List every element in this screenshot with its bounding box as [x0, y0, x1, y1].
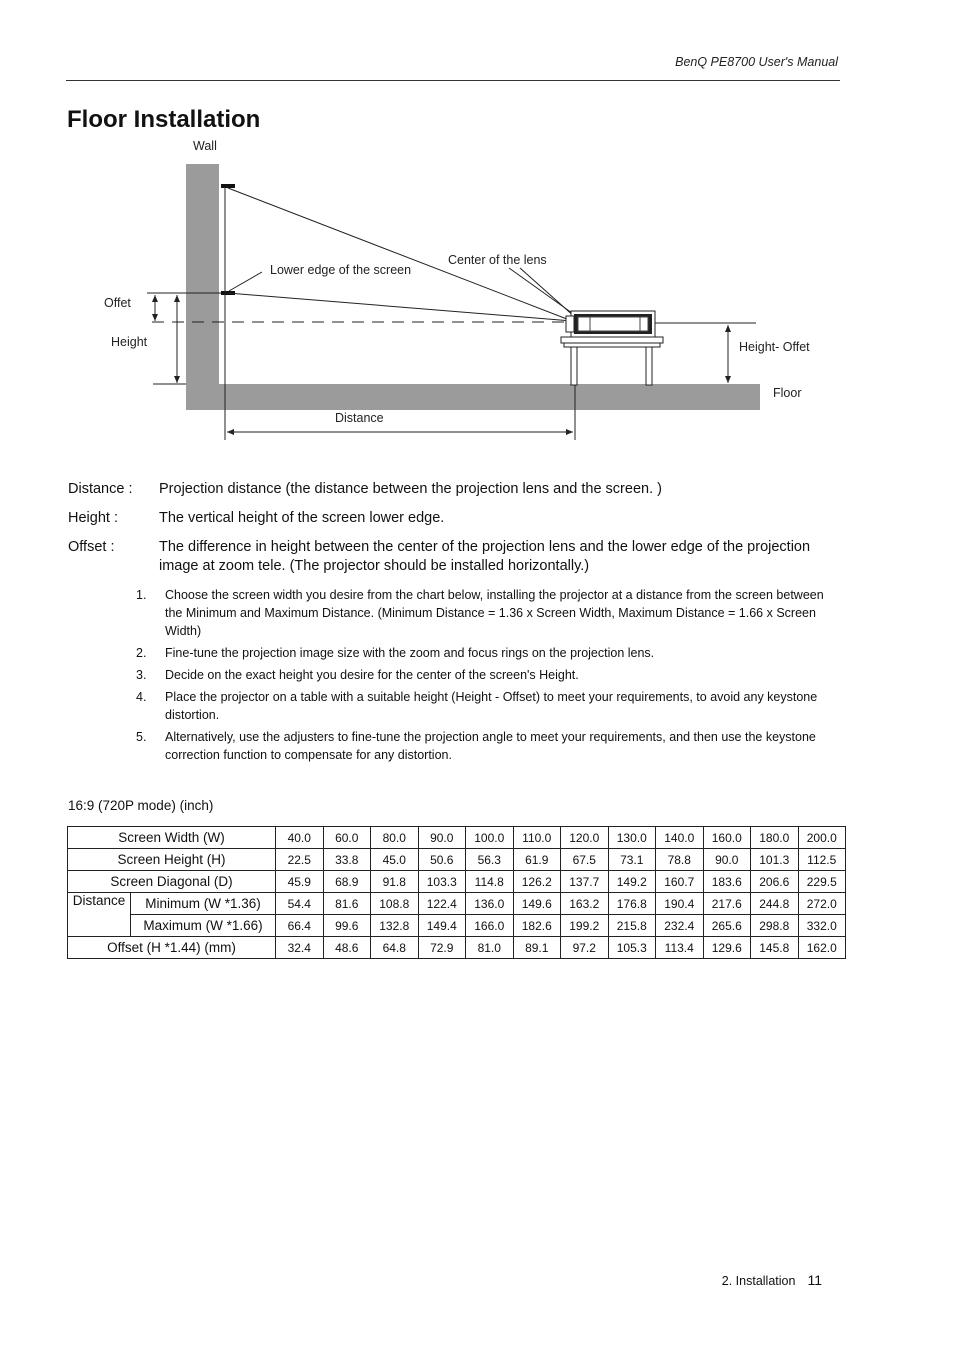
page-number: 11: [807, 1272, 822, 1288]
definition-term: Offset :: [68, 539, 115, 555]
table-cell: 126.2: [513, 871, 561, 893]
table-cell: 113.4: [656, 937, 704, 959]
table-cell: 101.3: [751, 849, 799, 871]
table-cell: 200.0: [798, 827, 846, 849]
table-cell: 136.0: [466, 893, 514, 915]
table-cell: 149.6: [513, 893, 561, 915]
row-label: Minimum (W *1.36): [131, 893, 276, 915]
table-cell: 176.8: [608, 893, 656, 915]
floor-shape: [186, 384, 760, 410]
table-cell: 206.6: [751, 871, 799, 893]
table-cell: 89.1: [513, 937, 561, 959]
label-height-offset: Height- Offet: [739, 340, 810, 354]
table-cell: 105.3: [608, 937, 656, 959]
row-label: Screen Width (W): [68, 827, 276, 849]
table-cell: 160.7: [656, 871, 704, 893]
table-cell: 50.6: [418, 849, 466, 871]
table-cell: 110.0: [513, 827, 561, 849]
table-cell: 137.7: [561, 871, 609, 893]
step-item: 2. Fine-tune the projection image size with the zoom and focus rings on the projection lens.: [136, 646, 655, 660]
table-cell: 67.5: [561, 849, 609, 871]
table-cell: 244.8: [751, 893, 799, 915]
table-cell: 72.9: [418, 937, 466, 959]
table-cell: 145.8: [751, 937, 799, 959]
lower-ray: [228, 293, 572, 321]
projector-icon: [566, 311, 655, 337]
table-cell: 33.8: [323, 849, 371, 871]
table-cell: 265.6: [703, 915, 751, 937]
table-cell: 180.0: [751, 827, 799, 849]
footer-section: 2. Installation: [721, 1274, 796, 1288]
table-cell: 45.0: [371, 849, 419, 871]
table-cell: 45.9: [276, 871, 324, 893]
label-height: Height: [111, 335, 148, 349]
row-label: Screen Height (H): [68, 849, 276, 871]
table-stand: [561, 337, 663, 385]
table-cell: 120.0: [561, 827, 609, 849]
step-item: 3. Decide on the exact height you desire for the center of the screen's Height.: [136, 668, 579, 682]
table-cell: 103.3: [418, 871, 466, 893]
label-center-lens: Center of the lens: [448, 253, 547, 267]
table-cell: 48.6: [323, 937, 371, 959]
table-caption: 16:9 (720P mode) (inch): [68, 798, 214, 813]
label-offset: Offet: [104, 296, 131, 310]
table-cell: 272.0: [798, 893, 846, 915]
table-cell: 129.6: [703, 937, 751, 959]
definition-term: Distance :: [68, 481, 133, 497]
page-footer: [722, 1272, 822, 1288]
step-item: 1. Choose the screen width you desire from the chart below, installing the projector at a distance from the screen between the Minimum and Maximum Distance. (Minimum Distance = 1.36 x Screen Width, Maximum Distance = 1.66 x Screen Width): [136, 588, 824, 638]
definition-item: [68, 538, 848, 576]
spec-table: [67, 826, 846, 959]
row-label: Offset (H *1.44) (mm): [68, 937, 276, 959]
definitions: [68, 480, 848, 586]
table-cell: 199.2: [561, 915, 609, 937]
table-row: [68, 827, 846, 849]
table-cell: 40.0: [276, 827, 324, 849]
label-lower-edge: Lower edge of the screen: [270, 263, 412, 277]
table-cell: 182.6: [513, 915, 561, 937]
table-cell: 122.4: [418, 893, 466, 915]
table-cell: 166.0: [466, 915, 514, 937]
label-floor: Floor: [773, 386, 802, 400]
table-cell: 78.8: [656, 849, 704, 871]
table-cell: 99.6: [323, 915, 371, 937]
table-cell: 149.2: [608, 871, 656, 893]
table-cell: 149.4: [418, 915, 466, 937]
table-cell: 66.4: [276, 915, 324, 937]
table-cell: 91.8: [371, 871, 419, 893]
table-row: [68, 893, 846, 915]
table-cell: 114.8: [466, 871, 514, 893]
definition-item: [68, 480, 848, 499]
table-cell: 160.0: [703, 827, 751, 849]
definition-desc: The vertical height of the screen lower edge.: [159, 510, 445, 526]
step-item: 4. Place the projector on a table with a suitable height (Height - Offset) to meet your requirements, to avoid any keystone distortion.: [136, 690, 818, 722]
table-row: [68, 849, 846, 871]
table-cell: 22.5: [276, 849, 324, 871]
table-cell: 56.3: [466, 849, 514, 871]
table-cell: 162.0: [798, 937, 846, 959]
page-title: Floor Installation: [67, 106, 261, 133]
table-cell: 332.0: [798, 915, 846, 937]
wall-shape: [186, 164, 219, 384]
header-rule: [66, 80, 840, 81]
table-cell: 163.2: [561, 893, 609, 915]
table-cell: 100.0: [466, 827, 514, 849]
definition-desc: Projection distance (the distance between the projection lens and the screen. ): [159, 481, 662, 497]
row-group-label: Distance: [68, 893, 131, 937]
screen-top-mark: [221, 184, 235, 188]
table-cell: 54.4: [276, 893, 324, 915]
table-cell: 97.2: [561, 937, 609, 959]
table-cell: 32.4: [276, 937, 324, 959]
table-row: [68, 915, 846, 937]
table-row: [68, 871, 846, 893]
table-cell: 112.5: [798, 849, 846, 871]
row-label: Maximum (W *1.66): [131, 915, 276, 937]
table-cell: 183.6: [703, 871, 751, 893]
label-wall: Wall: [193, 139, 217, 153]
table-cell: 108.8: [371, 893, 419, 915]
table-cell: 68.9: [323, 871, 371, 893]
row-label: Screen Diagonal (D): [68, 871, 276, 893]
table-cell: 73.1: [608, 849, 656, 871]
installation-diagram: [0, 135, 954, 455]
definition-item: [68, 509, 848, 528]
table-cell: 217.6: [703, 893, 751, 915]
table-cell: 90.0: [703, 849, 751, 871]
table-cell: 61.9: [513, 849, 561, 871]
table-cell: 140.0: [656, 827, 704, 849]
step-item: 5. Alternatively, use the adjusters to fine-tune the projection angle to meet your requirements, and then use the keystone correction function to compensate for any distortion.: [136, 730, 816, 762]
manual-title: BenQ PE8700 User's Manual: [675, 55, 838, 69]
table-cell: 130.0: [608, 827, 656, 849]
table-cell: 60.0: [323, 827, 371, 849]
label-distance: Distance: [335, 411, 384, 425]
table-cell: 215.8: [608, 915, 656, 937]
table-cell: 229.5: [798, 871, 846, 893]
table-cell: 81.0: [466, 937, 514, 959]
definition-desc: The difference in height between the center of the projection lens and the lower edge of the projection image at zoom tele. (The projector should be installed horizontally.): [159, 539, 811, 574]
table-cell: 298.8: [751, 915, 799, 937]
table-cell: 64.8: [371, 937, 419, 959]
table-cell: 80.0: [371, 827, 419, 849]
table-cell: 232.4: [656, 915, 704, 937]
table-row: [68, 937, 846, 959]
table-cell: 81.6: [323, 893, 371, 915]
definition-term: Height :: [68, 510, 118, 526]
instruction-steps: [136, 586, 836, 768]
table-cell: 132.8: [371, 915, 419, 937]
table-cell: 190.4: [656, 893, 704, 915]
table-cell: 90.0: [418, 827, 466, 849]
